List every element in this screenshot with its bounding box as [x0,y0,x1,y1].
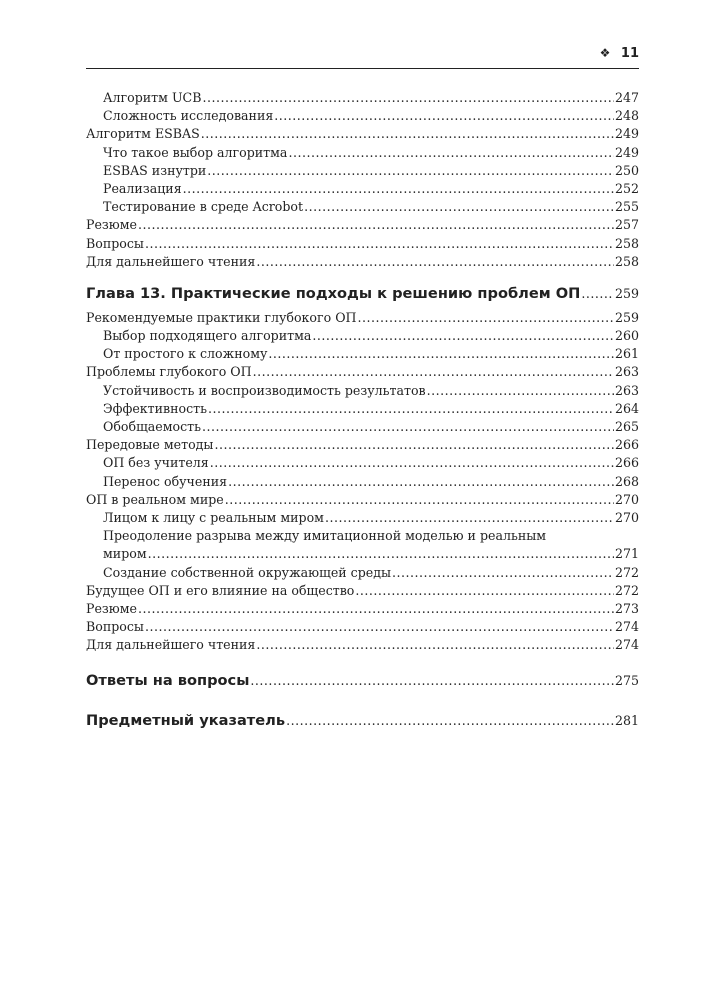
toc-entry-page: 252 [614,180,639,196]
toc-entry-page: 264 [614,400,639,416]
leader-dots [355,582,614,600]
leader-dots [256,636,614,654]
leader-dots [427,382,614,400]
toc-entry[interactable] [86,436,639,454]
toc-entry[interactable] [86,144,639,162]
toc-entry-page: 263 [614,364,639,380]
toc-entry-page: 250 [614,162,639,178]
leader-dots [312,327,614,345]
leader-dots [210,454,614,472]
toc-entry-title: Обобщаемость [103,419,201,434]
toc-entry-page: 249 [614,144,639,160]
page-number: 11 [620,46,639,61]
leader-dots [201,125,614,143]
toc-entry[interactable] [86,545,639,563]
leader-dots [138,216,614,234]
toc-entry[interactable] [86,418,639,436]
toc-entry-title: Рекомендуемые практики глубокого ОП [86,309,357,325]
toc-index[interactable] [86,710,639,732]
toc-entry[interactable] [86,564,639,582]
toc-entry-page: 258 [614,235,639,251]
toc-entry[interactable] [86,198,639,216]
toc-entry-page: 270 [614,509,639,525]
leader-dots [304,198,614,216]
toc-entry[interactable] [86,125,639,143]
leader-dots [214,436,614,454]
leader-dots [138,600,614,618]
toc-entry[interactable] [86,491,639,509]
toc-entry-title: Будущее ОП и его влияние на общество [86,582,355,598]
toc-entry-page: 265 [614,419,639,434]
toc-entry-title: ОП без учителя [103,455,209,471]
toc-entry-title: Резюме [86,600,138,616]
toc-entry-title: Для дальнейшего чтения [86,637,256,653]
toc-chapter-13[interactable] [86,283,639,305]
toc-entry-title: Проблемы глубокого ОП [86,364,252,380]
toc-entry-title: ESBAS изнутри [103,162,207,178]
toc-chapter-page: 259 [614,285,639,301]
toc-entry-page: 247 [614,90,639,105]
toc-entry-title: Выбор подходящего алгоритма [103,328,312,344]
toc-entry-title: Алгоритм ESBAS [86,126,200,142]
toc-answers[interactable] [86,670,639,692]
toc-entry-title: Вопросы [86,619,144,635]
leader-dots [202,418,614,436]
toc-entry-page: 272 [614,564,639,580]
toc-entry-title: Алгоритм UCB [103,90,202,105]
toc-entry[interactable] [86,363,639,381]
leader-dots [288,144,614,162]
toc-entry-page: 255 [614,199,639,215]
leader-dots [286,710,614,732]
leader-dots [325,509,614,527]
toc-entry-title: Создание собственной окружающей среды [103,564,392,580]
toc-entry[interactable] [86,382,639,400]
toc-entry-page: 258 [614,253,639,269]
toc-entry[interactable] [86,216,639,234]
toc-entry[interactable] [86,509,639,527]
header-rule [86,68,639,69]
toc-chapter-title: Ответы на вопросы [86,672,250,690]
leader-dots [268,345,614,363]
leader-dots [253,363,614,381]
leader-dots [358,309,614,327]
toc-entry-title: Резюме [86,217,138,233]
leader-dots [392,564,614,582]
toc-entry-page: 257 [614,217,639,233]
leader-dots [208,400,614,418]
toc-entry-page: 273 [614,600,639,616]
leader-dots [250,670,614,692]
leader-dots [228,473,614,491]
toc-entry[interactable] [86,253,639,271]
toc-entry-title: Тестирование в среде Acrobot [103,199,304,215]
leader-dots [256,253,614,271]
toc-entry[interactable] [86,107,639,125]
toc-entry-title: Для дальнейшего чтения [86,253,256,269]
toc-entry[interactable] [86,180,639,198]
leader-dots [145,618,614,636]
toc-entry-page: 263 [614,382,639,398]
toc-entry-page: 266 [614,437,639,453]
toc-entry[interactable] [86,618,639,636]
leader-dots [148,545,614,563]
toc-entry-title: Устойчивость и воспроизводимость результатов [103,382,426,398]
leader-dots [225,491,614,509]
diamond-ornament-icon: ❖ [599,46,611,60]
leader-dots [274,107,614,125]
running-header [86,46,639,66]
toc-entry[interactable] [86,162,639,180]
toc-entry-title: Лицом к лицу с реальным миром [103,509,324,525]
toc-chapter-title: Глава 13. Практические подходы к решению проблем ОП [86,284,581,302]
toc-entry-page: 249 [614,126,639,142]
toc-entry-page: 274 [614,619,639,635]
toc-entry-title-line2: миром [103,546,147,562]
toc-entry[interactable] [86,400,639,418]
toc-entry-title: Эффективность [103,400,207,416]
toc-entry[interactable] [86,636,639,654]
toc-entry-title: Передовые методы [86,437,214,453]
toc-chapter-title: Предметный указатель [86,712,286,730]
toc-entry-page: 271 [614,546,639,562]
toc-entry-page: 266 [614,455,639,471]
leader-dots [183,180,614,198]
toc-chapter-page: 281 [614,713,639,729]
toc-entry[interactable] [86,582,639,600]
toc-entry-page: 248 [614,108,639,124]
toc-entry-page: 260 [614,328,639,344]
toc-entry-page: 274 [614,637,639,653]
toc-entry-page: 272 [614,582,639,598]
toc-chapter-page: 275 [614,673,639,689]
toc-entry-page: 259 [614,309,639,325]
toc-entry-title: Реализация [103,180,182,196]
toc-entry-title: Что такое выбор алгоритма [103,144,288,160]
toc-entry-page: 270 [614,491,639,507]
toc-entry-page: 261 [614,346,639,362]
toc-entry-title: ОП в реальном мире [86,491,224,507]
leader-dots [207,162,614,180]
toc-entry[interactable] [86,309,639,327]
toc-entry-title: Перенос обучения [103,473,228,489]
table-of-contents [86,89,639,732]
toc-entry-title-line1[interactable]: Преодоление разрыва между имитационной моделью и реальным [103,528,547,544]
leader-dots [145,235,614,253]
toc-entry-page: 268 [614,473,639,489]
toc-entry[interactable] [86,89,639,107]
toc-entry[interactable] [86,473,639,491]
toc-entry[interactable] [86,454,639,472]
leader-dots [202,89,614,107]
toc-entry[interactable] [86,235,639,253]
toc-entry-title: Сложность исследования [103,108,274,124]
toc-entry[interactable] [86,345,639,363]
toc-entry[interactable] [86,600,639,618]
toc-entry-title: От простого к сложному [103,346,268,362]
toc-entry[interactable] [86,327,639,345]
leader-dots [581,283,614,305]
toc-entry-title: Вопросы [86,235,144,251]
